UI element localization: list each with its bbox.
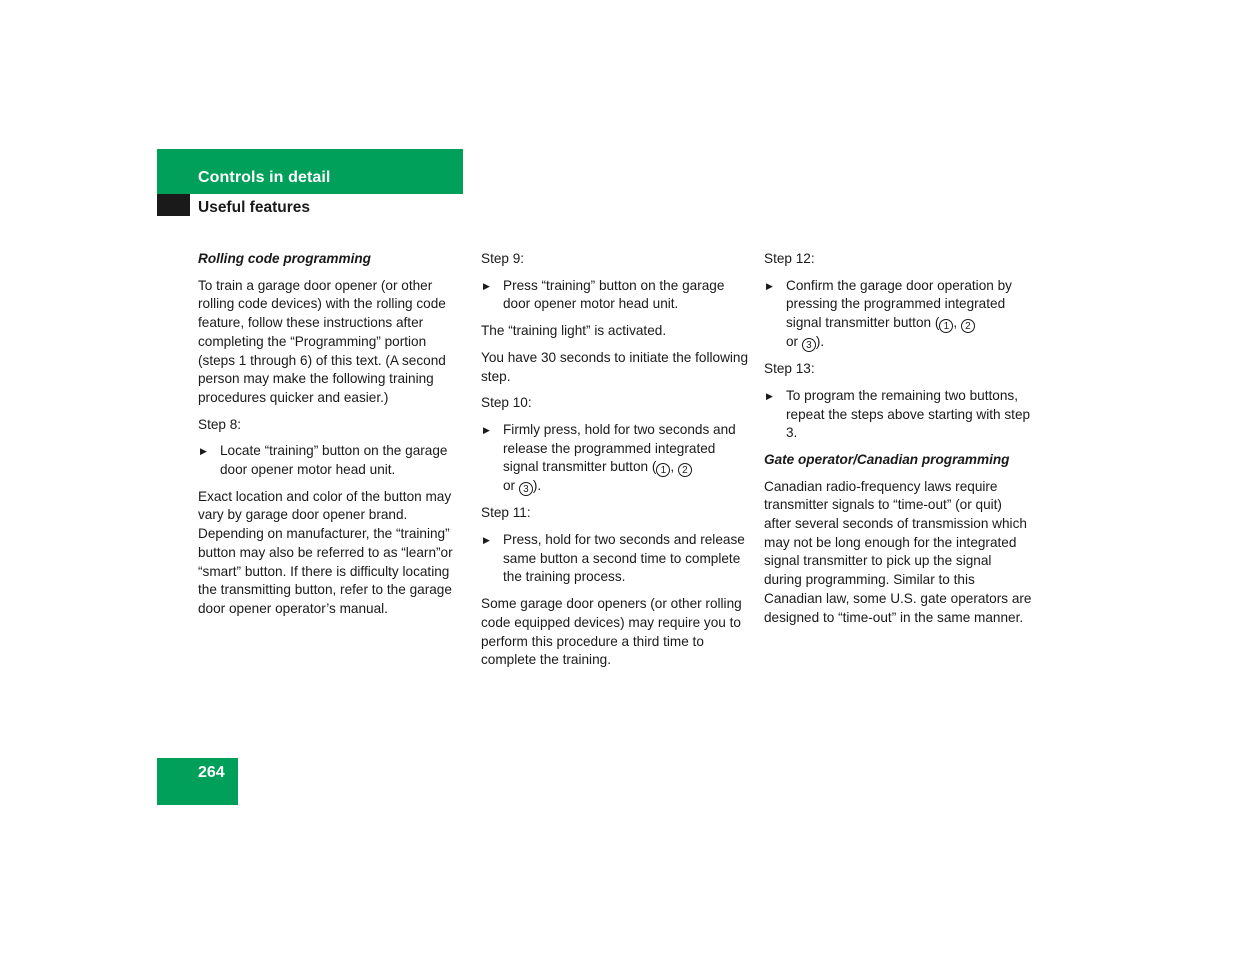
step-9-label: Step 9: [481,251,525,266]
heading-rolling-code: Rolling code programming [198,251,371,266]
subsection-title: Useful features [198,199,310,216]
step-10-label: Step 10: [481,395,532,411]
button-1-icon: 1 [939,319,953,333]
heading-gate-operator: Gate operator/Canadian programming [764,451,1010,467]
page-number-box [157,758,238,805]
separator-text: , [953,315,961,331]
step-8-label: Step 8: [198,416,242,432]
button-2-icon: 2 [961,319,975,333]
bullet-arrow-icon: ▶ [483,535,490,546]
button-1-icon: 1 [656,463,670,477]
canadian-paragraph: Canadian radio-frequency laws require transmitter signals to “time-out” (or quit) after several seconds of transmission which may not be long enough for the integrated signal transmitter to pick up the signal during programming. Similar to this Canadian law, some U.S. gate operators are designed to “time-out” in the same manner. [764,478,1032,625]
column-1 [198,250,466,627]
button-3-icon: 3 [802,338,816,352]
end-text: ). [815,334,825,350]
section-title: Controls in detail [198,169,331,186]
step-11-after: Some garage door openers (or other rolling code equipped devices) may require you to perform this procedure a third time to complete the training. [481,596,742,668]
section-header-bar [157,149,463,194]
bullet-arrow-icon: ▶ [200,446,207,457]
bullet-arrow-icon: ▶ [766,280,773,291]
step-9-after: You have 30 seconds to initiate the following step. [481,349,749,384]
step-11-bullet [481,531,749,587]
bullet-arrow-icon: ▶ [766,390,773,401]
step-10-bullet [481,421,749,496]
separator-text: , [670,459,678,475]
intro-paragraph: To train a garage door opener (or other rolling code devices) with the rolling code feature, follow these instructions after completing the “Programming” portion (steps 1 through 6) of this text. (A second person may make the following training procedures quicker and easier.) [198,277,446,405]
bullet-text: Locate “training” button on the garage door opener motor head unit. [220,443,448,478]
bullet-arrow-icon: ▶ [483,280,490,291]
button-3-icon: 3 [519,482,533,496]
bullet-text: Press, hold for two seconds and release same button a second time to complete the training process. [503,532,745,585]
step-12-label: Step 12: [764,251,815,266]
step-13-label: Step 13: [764,361,815,377]
bullet-text: Firmly press, hold for two seconds and release the programmed integrated signal transmitter button ( [503,421,736,475]
or-text: or [786,334,802,350]
or-text: or [503,478,519,494]
end-text: ). [532,478,542,494]
step-9-note: The “training light” is activated. [481,323,667,339]
bullet-text: Press “training” button on the garage door opener motor head unit. [503,277,725,312]
step-8-bullet [198,442,466,479]
step-13-bullet [764,387,1032,443]
bullet-text: Confirm the garage door operation by pressing the programmed integrated signal transmitter button ( [786,277,1012,331]
page-number: 264 [198,764,225,781]
bullet-arrow-icon: ▶ [483,424,490,435]
step-12-bullet [764,277,1032,352]
button-2-icon: 2 [678,463,692,477]
column-2 [481,250,749,678]
bullet-text: To program the remaining two buttons, repeat the steps above starting with step 3. [786,387,1031,441]
step-8-note: Exact location and color of the button may vary by garage door opener brand. Depending on manufacturer, the “training” button may also be referred to as “learn”or “smart” button. If there is difficulty locating the transmitting button, refer to the garage door opener operator’s manual. [198,488,453,616]
step-11-label: Step 11: [481,505,531,521]
subsection-marker [157,194,190,216]
step-9-bullet [481,277,749,314]
column-3 [764,250,1032,635]
